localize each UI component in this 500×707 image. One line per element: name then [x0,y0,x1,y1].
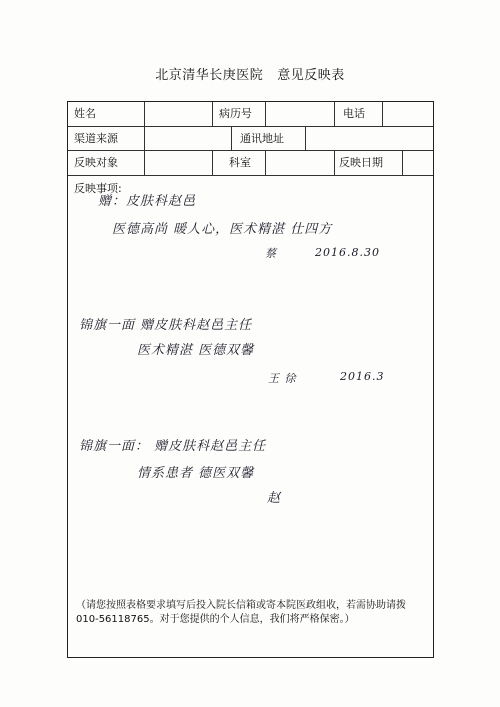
name-field[interactable] [145,102,213,126]
record-no-field[interactable] [266,102,335,126]
feedback-form [67,101,434,658]
entry-2-heading: 锦旗一面 赠皮肤科赵邑主任 [79,318,253,333]
subject-label: 反映对象 [68,151,145,175]
form-row-1 [68,102,433,127]
entry-2-date: 2016.3 [340,370,385,383]
channel-label: 渠道来源 [68,127,145,151]
entry-1-heading: 赠：皮肤科赵邑 [98,194,197,209]
phone-label: 电话 [335,102,383,126]
hospital-name: 北京清华长庚医院 [155,68,264,83]
subject-field[interactable] [145,151,213,175]
entry-1-body: 医德高尚 暖人心，医术精湛 仕四方 [112,222,333,237]
form-name: 意见反映表 [277,68,345,83]
entry-2-body: 医术精湛 医德双馨 [137,343,255,358]
entry-3-body: 情系患者 德医双馨 [137,466,255,481]
department-label: 科室 [213,151,266,175]
date-label: 反映日期 [335,151,403,175]
entry-1-date: 2016.8.30 [315,246,380,259]
form-row-2 [68,127,433,152]
date-field[interactable] [403,151,435,175]
record-no-label: 病历号 [213,102,266,126]
footer-note: （请您按照表格要求填写后投入院长信箱或寄本院医政组收，若需协助请拨010-56118765。对于您提供的个人信息，我们将严格保密。） [76,600,406,625]
entry-1-signature: 蔡 [265,247,277,260]
address-field[interactable] [306,127,435,151]
department-field[interactable] [266,151,335,175]
entry-3-signature: 赵 [267,491,282,506]
entry-3-heading: 锦旗一面： 赠皮肤科赵邑主任 [79,439,267,454]
phone-field[interactable] [383,102,435,126]
address-label: 通讯地址 [232,127,306,151]
issues-label: 反映事项: [74,182,122,195]
name-label: 姓名 [68,102,145,126]
entry-2-signature: 王 徐 [268,372,297,385]
channel-field[interactable] [145,127,232,151]
form-row-3 [68,151,433,176]
form-title [0,64,500,83]
